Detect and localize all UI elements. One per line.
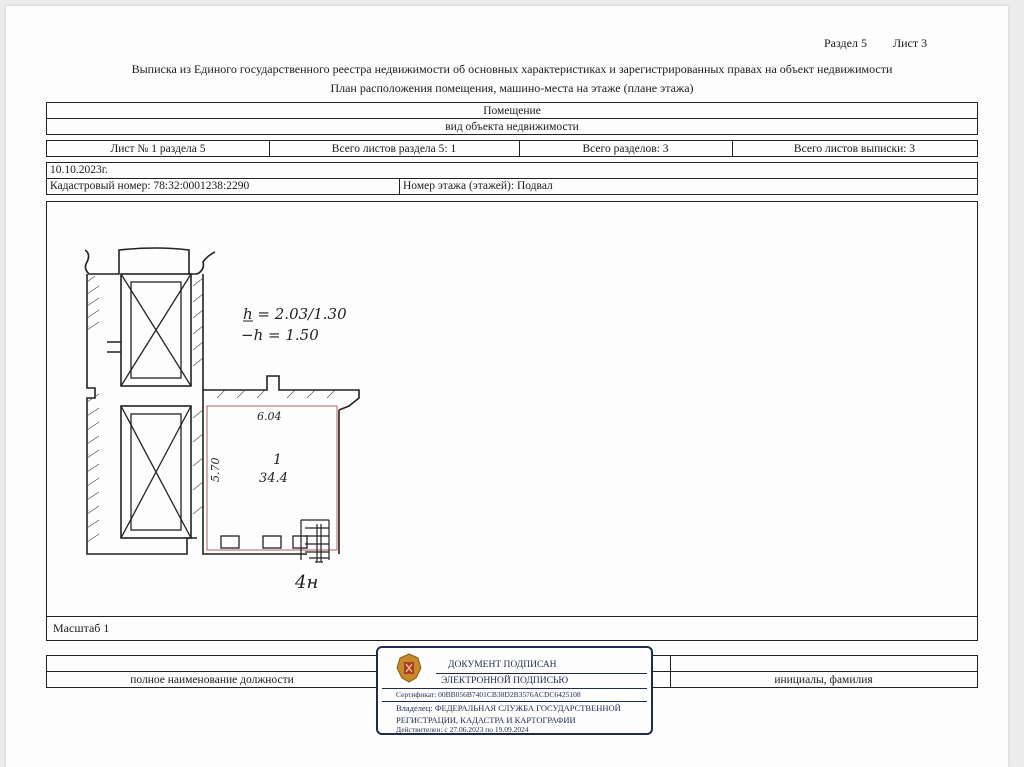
sheet-number: Лист № 1 раздела 5 [110, 142, 206, 155]
signature-owner-1: Владелец: ФЕДЕРАЛЬНАЯ СЛУЖБА ГОСУДАРСТВЕННОЙ [396, 703, 621, 713]
scale-label: Масштаб 1 [53, 621, 110, 635]
name-caption: инициалы, фамилия [774, 673, 873, 686]
emblem-icon [394, 652, 424, 684]
height-note-2: −h = 1.50 [241, 326, 319, 344]
object-type-caption: вид объекта недвижимости [445, 121, 579, 133]
document-title: Выписка из Единого государственного реестра недвижимости об основных характеристиках и зарегистрированных правах на объект недвижимости [131, 62, 893, 76]
window-niches [221, 536, 307, 548]
stair-label: 4н [295, 572, 319, 593]
plan-walls [85, 248, 359, 554]
cadastral-number: Кадастровый номер: 78:32:0001238:2290 [50, 180, 250, 192]
floor-plan-box [46, 201, 978, 641]
object-type-box [46, 102, 978, 135]
sheets-row [46, 140, 978, 157]
room-area: 34.4 [259, 471, 288, 486]
signature-owner-2: РЕГИСТРАЦИИ, КАДАСТРА И КАРТОГРАФИИ [396, 715, 576, 725]
signature-certificate: Сертификат: 00BB056B7401CB38D2B3576ACDC6425108 [396, 690, 581, 699]
object-type-value: Помещение [483, 104, 541, 117]
signature-validity: Действителен: с 27.06.2023 по 19.09.2024 [396, 725, 529, 734]
floor-number: Номер этажа (этажей): Подвал [403, 180, 553, 192]
details-box [46, 162, 978, 195]
sheet-label: Лист 3 [893, 36, 928, 50]
document-subtitle: План расположения помещения, машино-места на этаже (плане этажа) [330, 81, 694, 95]
electronic-signature-stamp [376, 646, 653, 735]
total-sections: Всего разделов: 3 [582, 142, 669, 155]
total-sheets-section: Всего листов раздела 5: 1 [331, 142, 457, 155]
total-sheets-extract: Всего листов выписки: 3 [793, 142, 916, 155]
extract-date: 10.10.2023г. [50, 164, 109, 176]
dimension-top: 6.04 [257, 410, 282, 423]
stairs [301, 520, 329, 562]
signature-line-1: ДОКУМЕНТ ПОДПИСАН [448, 660, 557, 670]
floor-plan-drawing [47, 202, 977, 614]
section-label: Раздел 5 [824, 36, 867, 50]
dimension-left: 5.70 [209, 457, 222, 482]
room-number: 1 [273, 452, 282, 468]
position-caption: полное наименование должности [130, 673, 294, 686]
height-note-1: h = 2.03/1.30 [243, 305, 347, 323]
signature-line-2: ЭЛЕКТРОННОЙ ПОДПИСЬЮ [441, 676, 569, 686]
